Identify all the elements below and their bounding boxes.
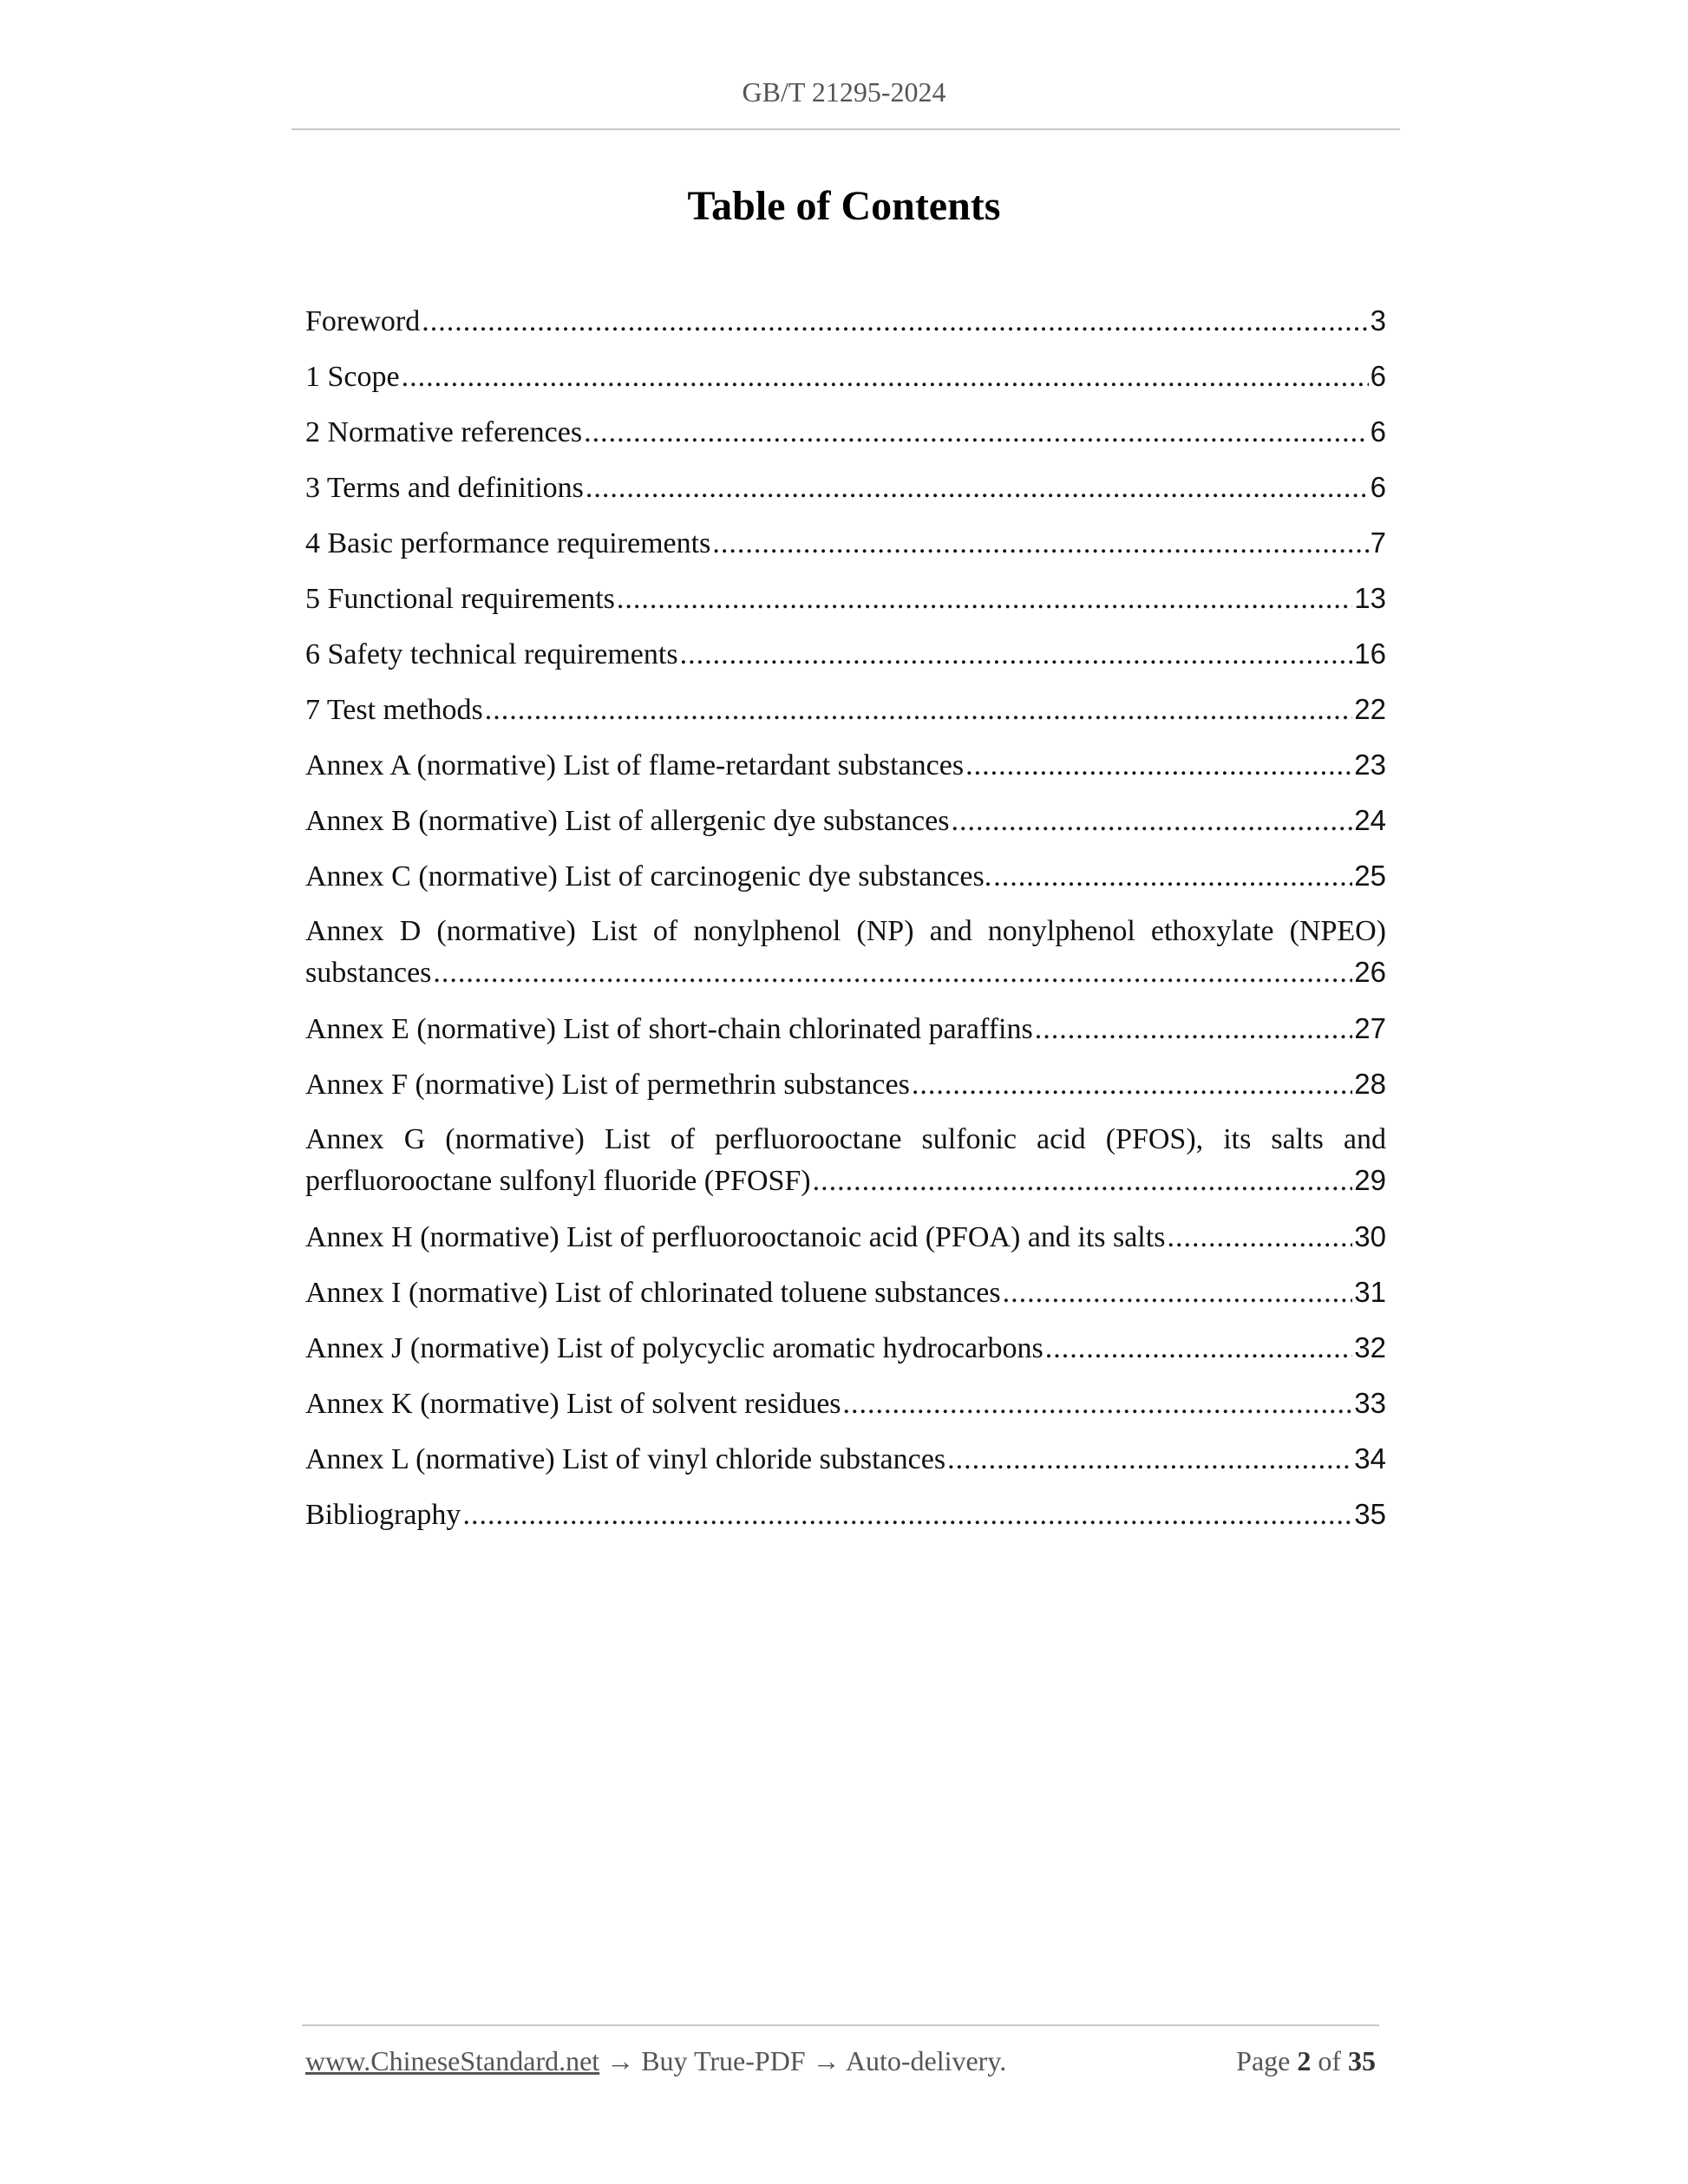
toc-entry-title: 4 Basic performance requirements: [305, 527, 711, 559]
toc-entry-title: Annex L (normative) List of vinyl chloride substances: [305, 1443, 946, 1475]
toc-entry-title: 5 Functional requirements: [305, 583, 615, 615]
toc-entry-title: Annex A (normative) List of flame-retardant substances: [305, 749, 965, 781]
toc-entry-terms-definitions[interactable]: [305, 467, 1386, 508]
toc-entry-page: 26: [1354, 956, 1386, 988]
of-label: of: [1318, 2045, 1341, 2076]
toc-entry-page: 24: [1354, 804, 1386, 836]
toc-entry-title: Annex E (normative) List of short-chain chlorinated paraffins: [305, 1013, 1033, 1045]
dot-leader: [485, 690, 1353, 730]
dot-leader: [993, 856, 1352, 897]
toc-entry-page: 29: [1354, 1164, 1386, 1196]
toc-entry-page: 33: [1354, 1387, 1386, 1419]
dot-leader: [813, 1161, 1353, 1201]
toc-entry-title: Annex K (normative) List of solvent residues: [305, 1388, 841, 1420]
toc-entry-title-line1: Annex D (normative) List of nonylphenol (NP) and nonylphenol ethoxylate (NPEO): [305, 915, 1386, 947]
toc-entry-page: 34: [1354, 1442, 1386, 1475]
toc-entry-page: 30: [1354, 1220, 1386, 1252]
toc-entry-page: 23: [1354, 749, 1386, 781]
toc-entry-bibliography[interactable]: [305, 1494, 1386, 1535]
dot-leader: [1035, 1009, 1353, 1049]
toc-entry-basic-performance[interactable]: [305, 522, 1386, 564]
dot-leader: [680, 634, 1353, 675]
toc-entry-test-methods[interactable]: [305, 689, 1386, 730]
dot-leader: [584, 412, 1369, 453]
toc-entry-page: 31: [1354, 1276, 1386, 1308]
toc-entry-page: 28: [1354, 1068, 1386, 1100]
arrow-icon: →: [812, 2045, 841, 2076]
dot-leader: [1045, 1328, 1353, 1369]
toc-entry-title: Annex F (normative) List of permethrin substances: [305, 1069, 910, 1101]
dot-leader: [843, 1383, 1353, 1424]
toc-entry-functional-requirements[interactable]: [305, 578, 1386, 619]
toc-entry-page: 16: [1354, 638, 1386, 670]
toc-entry-page: 7: [1370, 526, 1386, 559]
toc-entry-annex-j[interactable]: [305, 1327, 1386, 1369]
toc-entry-annex-d[interactable]: [305, 911, 1386, 993]
toc-entry-annex-l[interactable]: [305, 1438, 1386, 1480]
dot-leader: [586, 468, 1369, 508]
toc-entry-title: 7 Test methods: [305, 694, 483, 726]
site-link[interactable]: www.ChineseStandard.net: [305, 2045, 600, 2076]
toc-entry-page: 35: [1354, 1498, 1386, 1530]
toc-entry-title: Bibliography: [305, 1499, 461, 1531]
toc-entry-annex-c[interactable]: [305, 855, 1386, 897]
footer-promo: [305, 2045, 1006, 2077]
toc-entry-title: 3 Terms and definitions: [305, 472, 584, 504]
dot-leader: [462, 1494, 1352, 1535]
toc-entry-title: Foreword: [305, 305, 421, 337]
toc-entry-page: 22: [1354, 693, 1386, 725]
dot-leader: [1167, 1217, 1352, 1258]
dot-leader: [422, 301, 1368, 342]
page-title: Table of Contents: [687, 183, 1001, 229]
toc-entry-page: 13: [1354, 582, 1386, 614]
dot-leader: [912, 1064, 1352, 1105]
toc-entry-annex-f[interactable]: [305, 1063, 1386, 1105]
toc-entry-title: Annex H (normative) List of perfluorooctanoic acid (PFOA) and its salts: [305, 1221, 1166, 1253]
toc-entry-normative-references[interactable]: [305, 411, 1386, 453]
toc-entry-annex-g[interactable]: [305, 1119, 1386, 1201]
toc-entry-title: 6 Safety technical requirements: [305, 638, 678, 670]
page-number: [1236, 2045, 1376, 2077]
dot-leader: [965, 745, 1352, 786]
delivery-text: Auto-delivery.: [845, 2045, 1007, 2076]
toc-entry-page: 6: [1370, 415, 1386, 448]
dot-leader: [402, 356, 1369, 397]
dot-leader: [951, 801, 1352, 841]
toc-entry-page: 6: [1370, 471, 1386, 503]
dot-leader: [1003, 1272, 1353, 1313]
toc-entry-foreword[interactable]: [305, 300, 1386, 342]
toc-entry-annex-i[interactable]: [305, 1272, 1386, 1313]
toc-entry-page: 6: [1370, 360, 1386, 392]
arrow-icon: →: [606, 2045, 635, 2076]
toc-entry-title-line2: substances: [305, 957, 432, 989]
toc-entry-title: 2 Normative references: [305, 416, 583, 448]
page-footer: [305, 2045, 1376, 2077]
dot-leader: [617, 579, 1352, 619]
dot-leader: [947, 1439, 1352, 1480]
toc-entry-annex-h[interactable]: [305, 1216, 1386, 1258]
toc-entry-scope[interactable]: [305, 356, 1386, 397]
toc-entry-page: 27: [1354, 1012, 1386, 1044]
toc-entry-page: 3: [1370, 304, 1386, 337]
toc-entry-page: 25: [1354, 860, 1386, 892]
toc-entry-title: 1 Scope: [305, 361, 400, 393]
toc-entry-annex-e[interactable]: [305, 1008, 1386, 1049]
toc-entry-annex-b[interactable]: [305, 800, 1386, 841]
toc-entry-title: Annex C (normative) List of carcinogenic dye substances.: [305, 860, 992, 893]
toc-entry-safety-technical[interactable]: [305, 633, 1386, 675]
toc-entry-page: 32: [1354, 1331, 1386, 1363]
header-divider: [291, 128, 1400, 130]
buy-text: Buy True-PDF: [641, 2045, 806, 2076]
dot-leader: [712, 523, 1368, 564]
toc-entry-annex-k[interactable]: [305, 1383, 1386, 1424]
toc-entry-title: Annex I (normative) List of chlorinated toluene substances: [305, 1277, 1001, 1309]
footer-divider: [302, 2024, 1379, 2026]
toc-entry-annex-a[interactable]: [305, 744, 1386, 786]
toc-entry-title: Annex J (normative) List of polycyclic aromatic hydrocarbons: [305, 1332, 1044, 1364]
toc-entry-title-line2: perfluorooctane sulfonyl fluoride (PFOSF): [305, 1165, 811, 1197]
page-total: 35: [1348, 2045, 1376, 2076]
page-label: Page: [1236, 2045, 1291, 2076]
toc-entry-title-line1: Annex G (normative) List of perfluorooctane sulfonic acid (PFOS), its salts and: [305, 1123, 1386, 1155]
dot-leader: [433, 952, 1352, 993]
running-header: GB/T 21295-2024: [742, 76, 946, 108]
toc-entry-title: Annex B (normative) List of allergenic dye substances: [305, 805, 950, 837]
page-current: 2: [1297, 2045, 1312, 2076]
